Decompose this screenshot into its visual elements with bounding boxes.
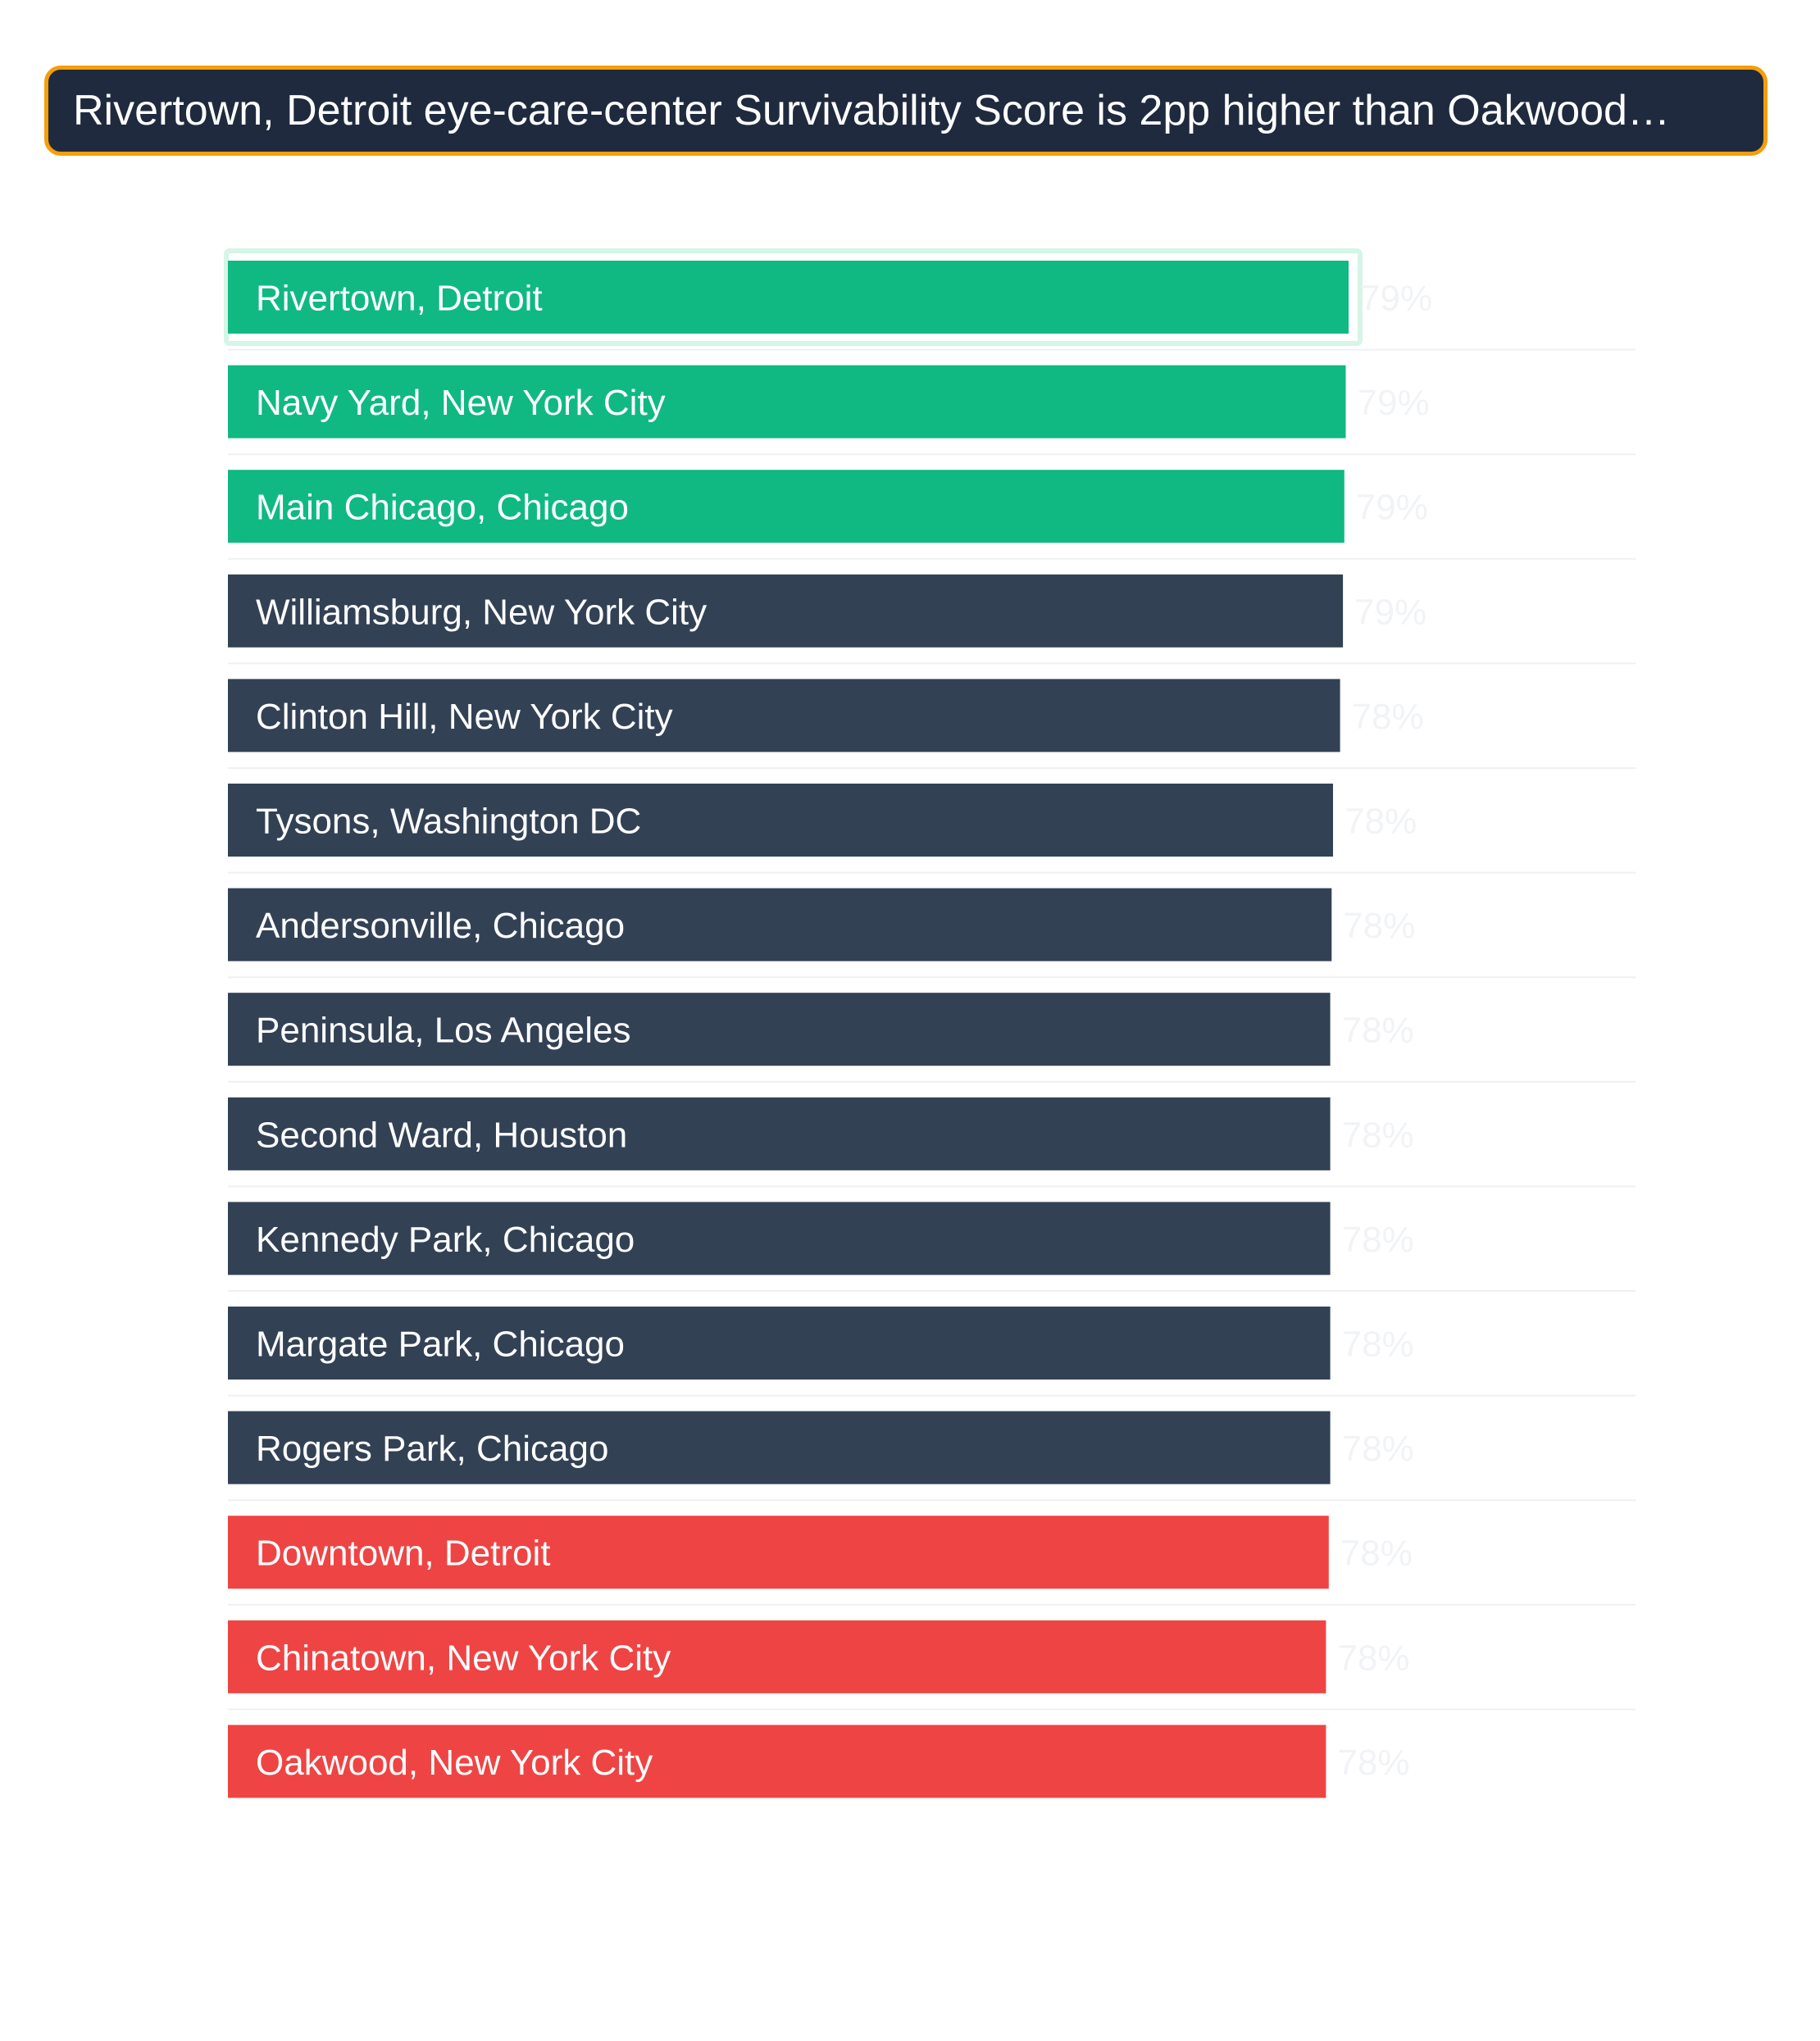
bar-value-label: 78% — [1340, 1533, 1413, 1574]
bar-category-label: Downtown, Detroit — [256, 1533, 551, 1574]
bar-value-label: 78% — [1343, 906, 1416, 947]
bar-category-label: Peninsula, Los Angeles — [256, 1010, 631, 1051]
bar-category-label: Chinatown, New York City — [256, 1638, 671, 1679]
bar-value-label: 79% — [1354, 592, 1427, 633]
bar-category-label: Main Chicago, Chicago — [256, 487, 629, 528]
bar-category-label: Andersonville, Chicago — [256, 906, 626, 947]
bar-value-label: 78% — [1341, 1324, 1414, 1365]
headline-text: Rivertown, Detroit eye-care-center Survivability Score is 2pp higher than Oakwood… — [73, 87, 1670, 134]
bar-category-label: Kennedy Park, Chicago — [256, 1219, 635, 1260]
bar-category-label: Oakwood, New York City — [256, 1742, 653, 1783]
bar-value-label: 78% — [1337, 1742, 1410, 1783]
bar-category-label: Navy Yard, New York City — [256, 383, 666, 424]
bar-category-label: Clinton Hill, New York City — [256, 696, 673, 737]
bar-value-label: 78% — [1341, 1115, 1414, 1156]
bar-category-label: Second Ward, Houston — [256, 1115, 628, 1156]
bar-category-label: Rivertown, Detroit — [256, 278, 543, 319]
bar-category-label: Williamsburg, New York City — [256, 592, 708, 633]
bar-value-label: 78% — [1341, 1010, 1414, 1051]
bar-value-label: 78% — [1351, 696, 1424, 737]
bar-category-label: Margate Park, Chicago — [256, 1324, 625, 1365]
bar-rows — [226, 251, 1636, 1798]
bar-value-label: 79% — [1357, 383, 1430, 424]
bar-category-label: Tysons, Washington DC — [256, 801, 642, 842]
bar-value-label: 78% — [1341, 1219, 1414, 1260]
bar-value-label: 78% — [1345, 801, 1417, 842]
bar-value-label: 79% — [1360, 278, 1433, 319]
bar-value-label: 78% — [1341, 1429, 1414, 1470]
bar-value-label: 78% — [1337, 1638, 1410, 1679]
bar-value-label: 79% — [1355, 487, 1428, 528]
bar-category-label: Rogers Park, Chicago — [256, 1429, 609, 1470]
